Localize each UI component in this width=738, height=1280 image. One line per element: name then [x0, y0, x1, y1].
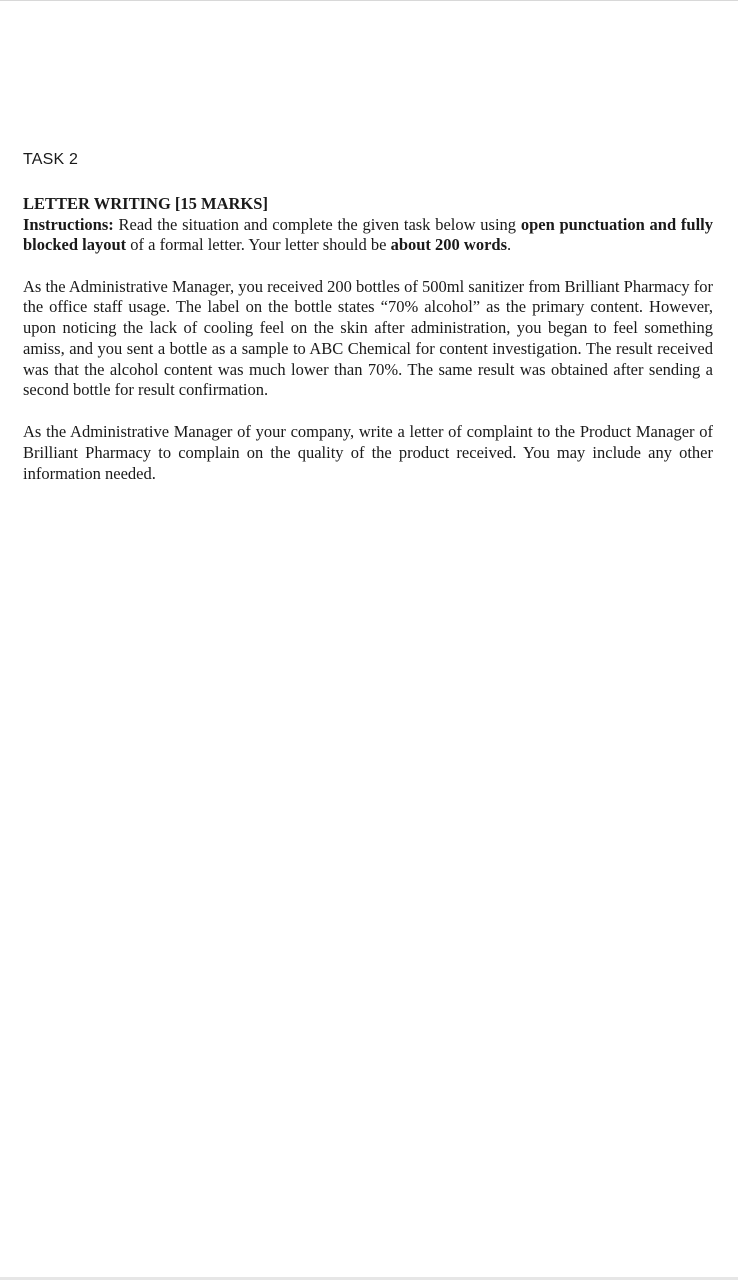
section-heading: LETTER WRITING [15 MARKS] [23, 194, 268, 213]
instructions-text-2: of a formal letter. Your letter should be [126, 235, 391, 254]
task-title: TASK 2 [23, 151, 79, 168]
instructions-text-1: Read the situation and complete the given task below using [113, 214, 521, 234]
instructions-label: Instructions: [23, 214, 114, 234]
document-page [23, 150, 713, 485]
situation-paragraph: As the Administrative Manager, you received 200 bottles of 500ml sanitizer from Brilliant Pharmacy for the office staff usage. The label on the bottle states “70% alcohol” as the primary content. However, upon noticing the lack of cooling feel on the skin after administration, you began to feel something amiss, and you sent a bottle as a sample to ABC Chemical for content investigation. The result received was that the alcohol content was much lower than 70%. The same result was obtained after sending a second bottle for result confirmation. [23, 276, 713, 400]
instructions-paragraph [23, 215, 713, 256]
task-prompt-paragraph: As the Administrative Manager of your company, write a letter of complaint to the Product Manager of Brilliant Pharmacy to complain on the quality of the product received. You may include any other information needed. [23, 422, 713, 483]
top-divider [0, 0, 738, 1]
instructions-bold-open-punctuation: open punctuation and fully blocked layout [23, 214, 713, 254]
instructions-text-3: . [507, 235, 512, 254]
instructions-bold-word-count: about 200 words [390, 235, 507, 254]
